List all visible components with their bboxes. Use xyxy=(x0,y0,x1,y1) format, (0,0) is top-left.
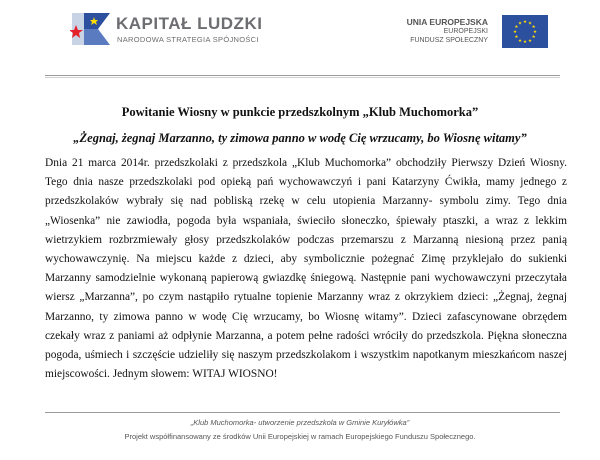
eu-star-icon: ★ xyxy=(522,39,528,45)
kapital-ludzki-title: KAPITAŁ LUDZKI xyxy=(116,14,263,33)
eu-union-label: UNIA EUROPEJSKA xyxy=(406,17,488,27)
eu-star-icon: ★ xyxy=(517,20,523,26)
eu-star-icon: ★ xyxy=(527,37,533,43)
eu-star-icon: ★ xyxy=(512,29,518,35)
eu-star-icon: ★ xyxy=(522,19,528,25)
document-header xyxy=(0,0,600,72)
header-divider xyxy=(45,75,560,76)
footer-cofinancing-note: Projekt współfinansowany ze środków Unii Europejskiej w ramach Europejskiego Funduszu Społecznego. xyxy=(124,432,476,441)
footer-divider xyxy=(45,412,560,413)
eu-star-icon: ★ xyxy=(514,34,519,40)
eu-star-icon: ★ xyxy=(531,24,536,30)
eu-flag-icon xyxy=(502,15,548,48)
eu-fund-label: FUNDUSZ SPOŁECZNY xyxy=(410,37,488,44)
footer-project-name: „Klub Muchomorka- utworzenie przedszkola w Gminie Kuryłówka” xyxy=(190,418,410,427)
header-divider-secondary xyxy=(45,77,560,78)
article-title: Powitanie Wiosny w punkcie przedszkolnym „Klub Muchomorka” xyxy=(121,105,479,119)
article-subtitle: „Żegnaj, żegnaj Marzanno, ty zimowa panno w wodę Cię wrzucamy, bo Wiosnę witamy” xyxy=(73,131,527,145)
eu-star-icon: ★ xyxy=(527,20,533,26)
eu-label xyxy=(407,18,488,45)
article-body: Dnia 21 marca 2014r. przedszkolaki z przedszkola „Klub Muchomorka” obchodziły Pierwszy Dzień Wiosny. Tego dnia nasze przedszkolaki pod opieką pań wychowawczyń i pani Katarzyny Ćwikła, mamy jednego z przedszkolaków wybrały się nad pobliską rzekę w celu utopienia Marzanny- symbolu zimy. Tego dnia „Wiosenka” nie zawiodła, pogoda była wspaniała, świeciło słoneczko, śpiewały ptaszki, a wraz z lekkim wietrzykiem rozbrzmiewały głosy przedszkolaków podczas przemarszu z Marzanną niesioną przez panią wychowawczynię. Na miejscu każde z dzieci, aby symbolicznie pożegnać Zimę przyklejało do sukienki Marzanny samodzielnie wykonaną papierową gwiazdkę śniegową. Następnie pani wychowawczyni przeczytała wiersz „Marzanna”, po czym nastąpiło rytualne topienie Marzanny wraz z okrzykiem dzieci: „Żegnaj, żegnaj Marzanno, ty zimowa panno w wodę Cię wrzucamy, bo Wiosnę witamy”. Dzieci zafascynowane obrzędem czekały wraz z paniami aż odpłynie Marzanna, a potem pełne radości wróciły do przedszkola. Piękna słoneczna pogoda, uśmiech i szczęście udzieliły się naszym przedszkolakom i wszystkim napotkanym mieszkańcom naszej miejscowości. Jednym słowem: WITAJ WIOSNO! xyxy=(45,157,567,381)
eu-star-icon: ★ xyxy=(514,24,519,30)
kapital-ludzki-subtitle: NARODOWA STRATEGIA SPÓJNOŚCI xyxy=(117,35,259,44)
kapital-ludzki-logo-icon xyxy=(70,11,112,47)
eu-star-icon: ★ xyxy=(531,34,536,40)
eu-star-icon: ★ xyxy=(532,29,538,35)
eu-european-label: EUROPEJSKI xyxy=(443,28,488,35)
eu-star-icon: ★ xyxy=(517,37,523,43)
